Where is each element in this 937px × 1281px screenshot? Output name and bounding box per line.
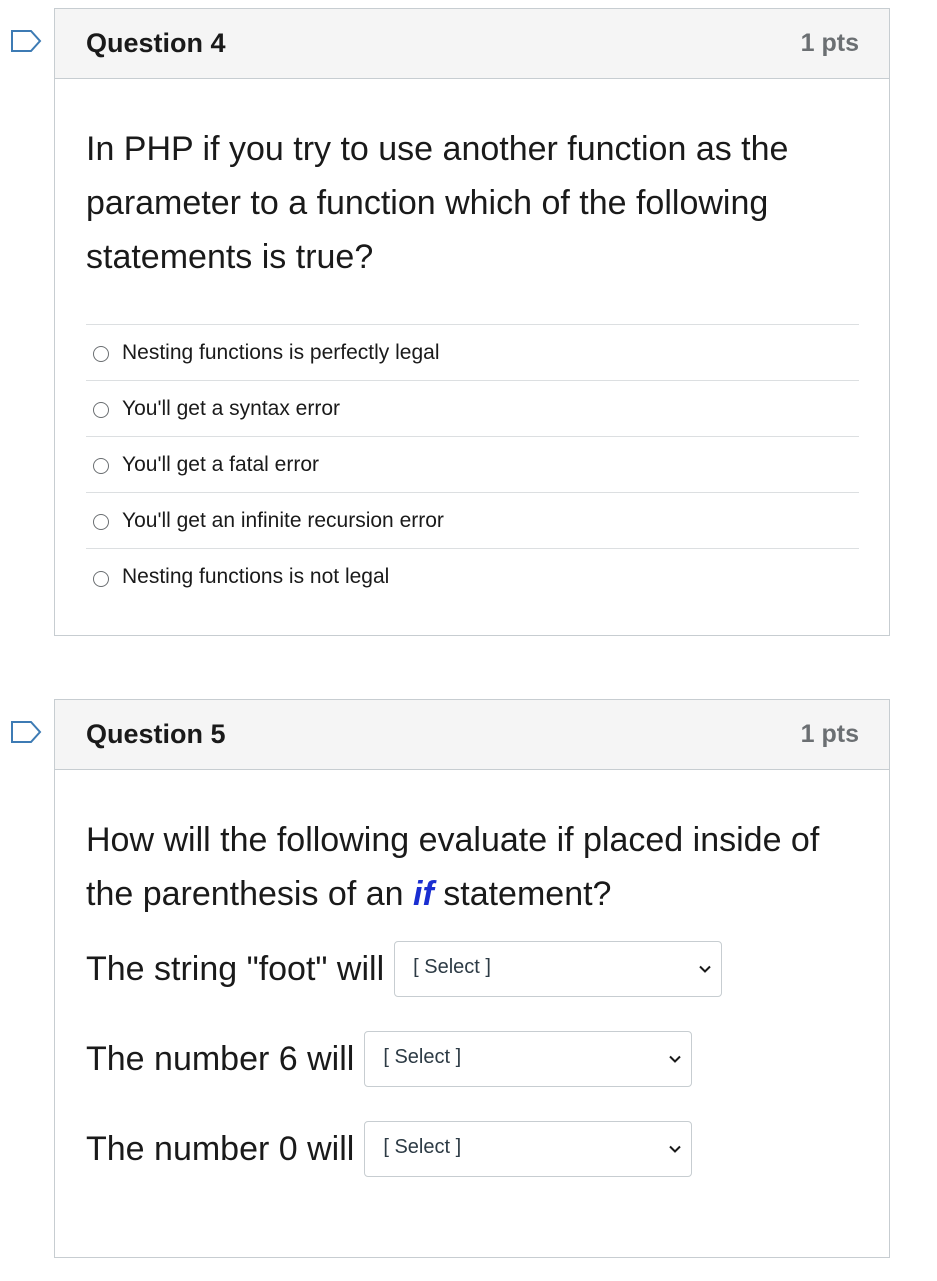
question-5-text-after: statement? (443, 875, 612, 913)
answer-label[interactable]: You'll get an infinite recursion error (122, 508, 444, 532)
chevron-down-icon[interactable] (667, 1141, 683, 1157)
answer-select[interactable] (394, 941, 722, 997)
question-4-points: 1 pts (800, 29, 859, 57)
radio-button[interactable] (93, 514, 109, 530)
dropdown-label: The string "foot" will (86, 949, 385, 988)
if-keyword: if (413, 875, 434, 913)
answer-label[interactable]: Nesting functions is perfectly legal (122, 340, 440, 364)
answer-label[interactable]: You'll get a syntax error (122, 396, 341, 420)
answer-option[interactable] (86, 381, 859, 437)
radio-button[interactable] (93, 458, 109, 474)
chevron-down-icon[interactable] (697, 961, 713, 977)
dropdown-label: The number 6 will (86, 1039, 355, 1078)
radio-button[interactable] (93, 571, 109, 587)
select-value[interactable]: [ Select ] (383, 1135, 462, 1158)
flag-question-4-icon[interactable] (10, 29, 42, 53)
dropdown-row (86, 1030, 859, 1088)
answer-option[interactable] (86, 493, 859, 549)
question-5-card (54, 699, 890, 1258)
question-4-card (54, 8, 890, 636)
answer-option[interactable] (86, 437, 859, 493)
dropdown-row (86, 940, 859, 998)
question-5-points: 1 pts (800, 720, 859, 748)
question-4-answers (86, 324, 859, 605)
question-5-body (55, 770, 889, 1178)
answer-select[interactable] (364, 1031, 692, 1087)
answer-label[interactable]: You'll get a fatal error (122, 452, 320, 476)
question-4-text: In PHP if you try to use another function as the parameter to a function which of the following statements is true? (86, 130, 789, 276)
question-5-text (86, 770, 859, 921)
answer-select[interactable] (364, 1121, 692, 1177)
question-5-header (55, 700, 889, 770)
dropdown-row (86, 1120, 859, 1178)
flag-question-5-icon[interactable] (10, 720, 42, 744)
question-5-text-before: How will the following evaluate if placed inside of the parenthesis of an (86, 821, 820, 913)
question-4-header (55, 9, 889, 79)
chevron-down-icon[interactable] (667, 1051, 683, 1067)
select-value[interactable]: [ Select ] (413, 955, 491, 978)
question-4-body (55, 79, 889, 605)
select-value[interactable]: [ Select ] (383, 1045, 462, 1068)
radio-button[interactable] (93, 346, 109, 362)
dropdown-label: The number 0 will (86, 1129, 355, 1168)
question-5-title: Question 5 (86, 719, 226, 749)
answer-option[interactable] (86, 325, 859, 381)
question-4-title: Question 4 (86, 28, 226, 58)
answer-option[interactable] (86, 549, 859, 605)
answer-label[interactable]: Nesting functions is not legal (122, 565, 390, 588)
radio-button[interactable] (93, 402, 109, 418)
